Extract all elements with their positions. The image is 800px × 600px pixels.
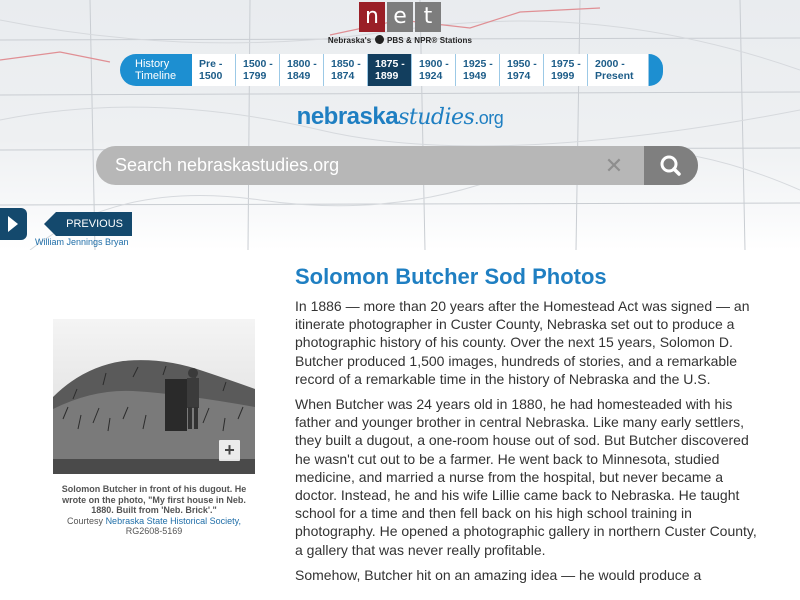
zoom-plus-icon[interactable]: + [219, 440, 240, 461]
search-bar [96, 146, 698, 185]
timeline-item-line1: 2000 - [595, 58, 625, 70]
previous-button[interactable]: PREVIOUS [56, 212, 132, 236]
photo-caption [53, 484, 255, 537]
article-paragraph: When Butcher was 24 years old in 1880, he had homesteaded with his father and younger brother in central Nebraska. Like many early settlers, they built a dugout, a one-room house out of sod. But Butcher discovered he wasn't cut out to be a farmer. He went back to Minnesota, studied medicine, and married a nurse from the hospital, but never became a doctor. Instead, he and his wife Lillie came back to Nebraska. He taught school for a time and then fell back on his high school training in photography. He opened a photographic gallery in northern Custer County, a gallery that was never really profitable. [295, 396, 757, 558]
timeline-item-line1: 1500 - [243, 58, 273, 70]
timeline-item-line2: 1500 [199, 70, 223, 82]
timeline-item-line1: 1900 - [419, 58, 449, 70]
logo-nebraska: nebraska [296, 103, 399, 130]
timeline-home-button[interactable] [120, 54, 192, 86]
caption-text: Solomon Butcher in front of his dugout. He wrote on the photo, "My first house in Neb. 1880. Built from 'Neb. Brick'." [61, 484, 247, 515]
timeline-item-line2: Present [595, 70, 634, 82]
timeline-item-line2: 1974 [507, 70, 531, 82]
timeline-item-1950-1974[interactable] [500, 54, 544, 86]
net-logo-n: n [359, 2, 385, 32]
caption-id: RG2608-5169 [125, 526, 183, 536]
timeline-item-1850-1874[interactable] [324, 54, 368, 86]
timeline-item-line2: 1924 [419, 70, 443, 82]
timeline-head-line1: History [135, 58, 170, 70]
timeline-end-cap [649, 54, 663, 86]
timeline-item-1875-1899[interactable] [368, 54, 412, 86]
net-logo-t: t [415, 2, 441, 32]
net-logo-e: e [387, 2, 413, 32]
timeline-item-line1: 1925 - [463, 58, 493, 70]
article-paragraph: Somehow, Butcher hit on an amazing idea — he would produce a [295, 566, 702, 583]
timeline-item-pre-1500[interactable] [192, 54, 236, 86]
search-input[interactable] [96, 146, 616, 185]
timeline-item-line2: 1899 [375, 70, 399, 82]
timeline-item-line2: 1874 [331, 70, 355, 82]
play-arrow-icon [8, 216, 18, 232]
timeline-item-1500-1799[interactable] [236, 54, 280, 86]
net-tagline [0, 35, 800, 45]
timeline-head-line2: Timeline [135, 70, 177, 82]
courtesy-link[interactable]: Nebraska State Historical Society, [105, 515, 241, 526]
net-tagline-post: PBS & NPR® Stations [386, 36, 473, 45]
timeline-item-2000-present[interactable] [588, 54, 649, 86]
pbs-icon [375, 35, 384, 44]
timeline-item-1925-1949[interactable] [456, 54, 500, 86]
page-title: Solomon Butcher Sod Photos [295, 264, 607, 289]
logo-tld: .org [474, 108, 504, 128]
timeline-item-1900-1924[interactable] [412, 54, 456, 86]
article-body [295, 297, 760, 591]
search-button[interactable] [644, 146, 698, 185]
timeline-item-line2: 1949 [463, 70, 487, 82]
logo-studies: studies [398, 105, 475, 130]
article-paragraph: In 1886 — more than 20 years after the Homestead Act was signed — an itinerate photographer in Custer County, Nebraska set out to produce a photographic history of his county. Over the next 15 years, Solomon D. Butcher produced 1,500 images, hundreds of stories, and a remarkable record of a remarkable time in the history of Nebraska and the U.S. [295, 298, 750, 387]
search-icon [644, 146, 698, 185]
timeline-item-line1: 1975 - [551, 58, 581, 70]
timeline-item-1975-1999[interactable] [544, 54, 588, 86]
net-logo[interactable] [0, 2, 800, 45]
timeline-item-line1: 1875 - [375, 58, 405, 70]
timeline-item-line1: 1800 - [287, 58, 317, 70]
timeline-item-line1: Pre - [199, 58, 223, 70]
timeline-item-line2: 1799 [243, 70, 267, 82]
timeline-item-1800-1849[interactable] [280, 54, 324, 86]
timeline-item-line1: 1850 - [331, 58, 361, 70]
net-tagline-pre: Nebraska's [327, 36, 372, 45]
history-timeline [120, 54, 663, 86]
caption-courtesy: Courtesy [67, 515, 104, 526]
timeline-item-line1: 1950 - [507, 58, 537, 70]
clear-icon[interactable]: ✕ [604, 153, 624, 178]
nebraskastudies-logo[interactable] [0, 103, 800, 131]
previous-topic-link[interactable]: William Jennings Bryan [35, 237, 129, 247]
timeline-item-line2: 1849 [287, 70, 311, 82]
side-menu-tab[interactable] [0, 208, 27, 240]
timeline-item-line2: 1999 [551, 70, 575, 82]
